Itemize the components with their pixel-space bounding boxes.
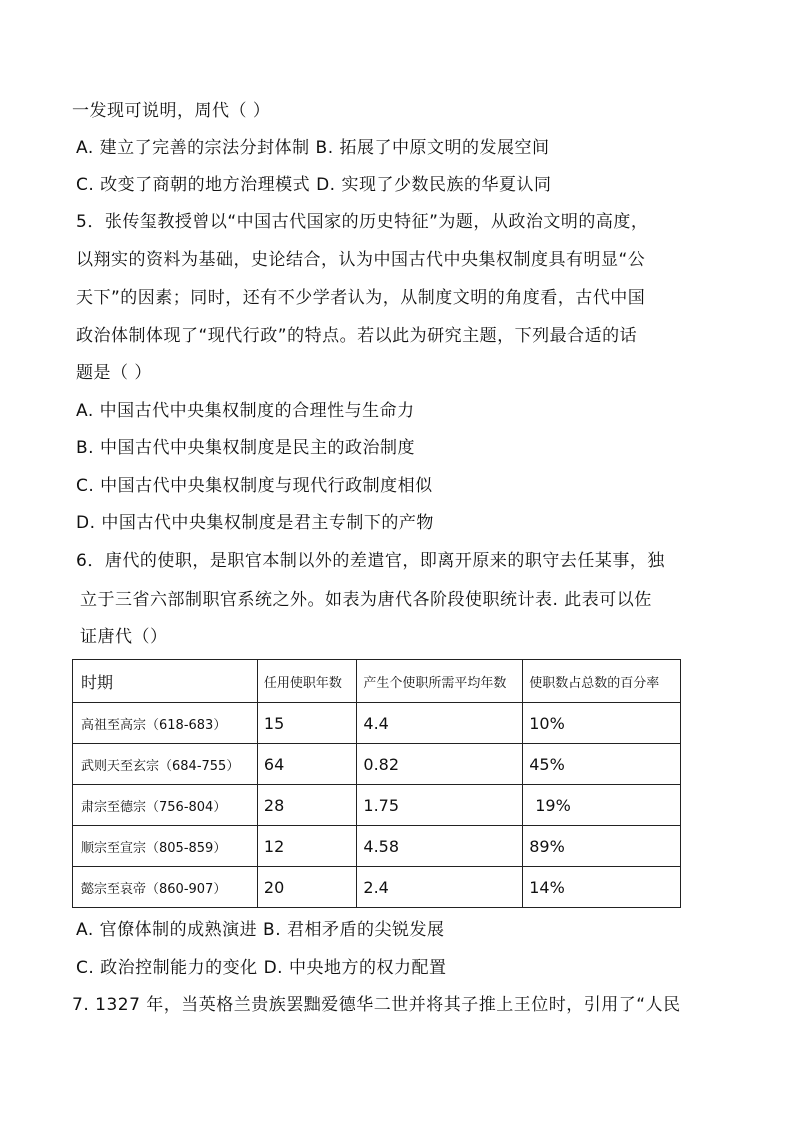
- q5-stem-line-5: 题是（ ）: [76, 363, 152, 383]
- q6-options-ab: A. 官僚体制的成熟演进 B. 君相矛盾的尖锐发展: [76, 920, 445, 940]
- q7-stem-line-1: 7. 1327 年，当英格兰贵族罢黜爱德华二世并将其子推上王位时，引用了“人民: [72, 995, 681, 1015]
- q6-stem-line-1: 6．唐代的使职，是职官本制以外的差遣官，即离开原来的职守去任某事，独: [76, 551, 665, 571]
- cell-period: 高祖至高宗（618-683）: [73, 703, 258, 744]
- cell-avg-years: 0.82: [357, 744, 523, 785]
- q6-stem-line-3: 证唐代（）: [80, 627, 168, 647]
- table-header-row: [73, 660, 681, 703]
- cell-percentage: 19%: [523, 785, 681, 826]
- q4-stem-tail: 一发现可说明，周代（ ）: [72, 101, 271, 121]
- cell-years: 20: [257, 867, 356, 908]
- cell-years: 12: [257, 826, 356, 867]
- q5-stem-line-2: 以翔实的资料为基础，史论结合，认为中国古代中央集权制度具有明显“公: [76, 250, 646, 270]
- table-row: [73, 785, 681, 826]
- cell-percentage: 45%: [523, 744, 681, 785]
- header-years: 任用使职年数: [257, 660, 356, 703]
- q5-option-b: B. 中国古代中央集权制度是民主的政治制度: [76, 438, 415, 458]
- q5-option-c: C. 中国古代中央集权制度与现代行政制度相似: [76, 476, 433, 496]
- q4-options-cd: C. 改变了商朝的地方治理模式 D. 实现了少数民族的华夏认同: [76, 175, 552, 195]
- q6-stem-line-2: 立于三省六部制职官系统之外。如表为唐代各阶段使职统计表. 此表可以佐: [80, 590, 652, 610]
- q5-stem-line-1: 5．张传玺教授曾以“中国古代国家的历史特征”为题，从政治文明的高度，: [76, 212, 649, 232]
- q5-stem-line-3: 天下”的因素；同时，还有不少学者认为，从制度文明的角度看，古代中国: [76, 288, 646, 308]
- cell-percentage: 14%: [523, 867, 681, 908]
- cell-period: 顺宗至宣宗（805-859）: [73, 826, 258, 867]
- cell-percentage: 10%: [523, 703, 681, 744]
- cell-avg-years: 4.58: [357, 826, 523, 867]
- q5-option-d: D. 中国古代中央集权制度是君主专制下的产物: [76, 513, 434, 533]
- cell-period: 肃宗至德宗（756-804）: [73, 785, 258, 826]
- cell-years: 28: [257, 785, 356, 826]
- table-row: [73, 826, 681, 867]
- cell-period: 武则天至玄宗（684-755）: [73, 744, 258, 785]
- cell-period: 懿宗至哀帝（860-907）: [73, 867, 258, 908]
- table-row: [73, 867, 681, 908]
- cell-avg-years: 2.4: [357, 867, 523, 908]
- q5-option-a: A. 中国古代中央集权制度的合理性与生命力: [76, 401, 415, 421]
- cell-years: 15: [257, 703, 356, 744]
- table-row: [73, 703, 681, 744]
- table-row: [73, 744, 681, 785]
- cell-avg-years: 4.4: [357, 703, 523, 744]
- cell-avg-years: 1.75: [357, 785, 523, 826]
- q4-options-ab: A. 建立了完善的宗法分封体制 B. 拓展了中原文明的发展空间: [76, 138, 550, 158]
- q5-stem-line-4: 政治体制体现了“现代行政”的特点。若以此为研究主题，下列最合适的话: [76, 326, 638, 346]
- header-period: 时期: [73, 660, 258, 703]
- q6-options-cd: C. 政治控制能力的变化 D. 中央地方的权力配置: [76, 958, 447, 978]
- cell-years: 64: [257, 744, 356, 785]
- header-avg-years: 产生个使职所需平均年数: [357, 660, 523, 703]
- cell-percentage: 89%: [523, 826, 681, 867]
- envoy-stats-table: [72, 659, 681, 908]
- header-percentage: 使职数占总数的百分率: [523, 660, 681, 703]
